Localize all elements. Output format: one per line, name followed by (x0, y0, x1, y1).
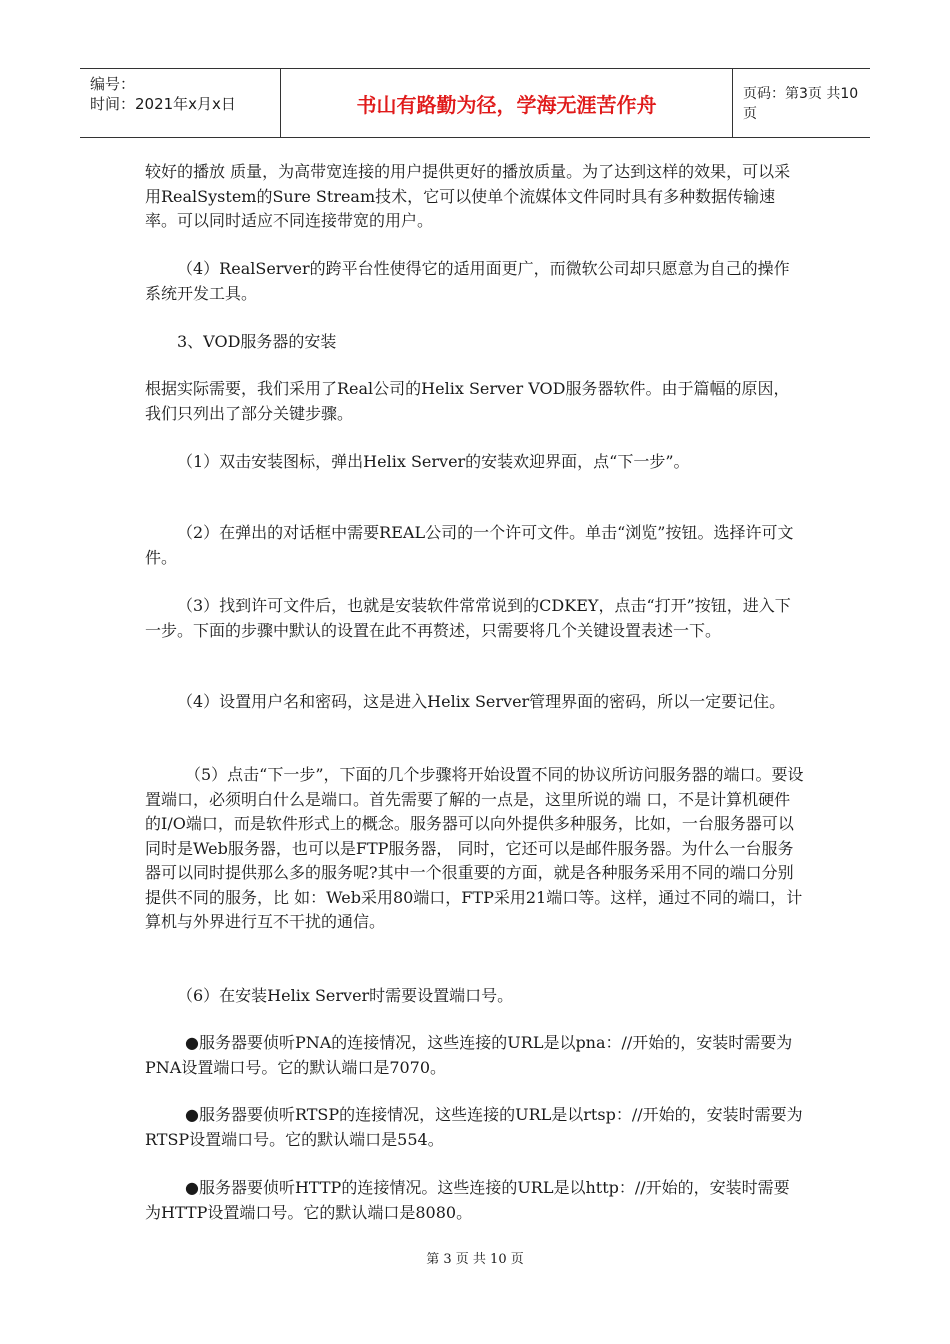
header-page-info: 页码：第3页 共10页 (743, 86, 859, 122)
step-3: （3）找到许可文件后，也就是安装软件常常说到的CDKEY，点击“打开”按钮，进入下一步。下面的步骤中默认的设置在此不再赘述，只需要将几个关键设置表述一下。 (145, 596, 791, 640)
bullet-rtsp: ●服务器要侦听RTSP的连接情况，这些连接的URL是以rtsp：//开始的，安装时需要为RTSP设置端口号。它的默认端口是554。 (145, 1105, 803, 1149)
step-1: （1）双击安装图标，弹出Helix Server的安装欢迎界面，点“下一步”。 (177, 452, 690, 471)
header-time-label: 时间：2021年x月x日 (90, 95, 236, 113)
step-2: （2）在弹出的对话框中需要REAL公司的一个许可文件。单击“浏览”按钮。选择许可文件。 (145, 523, 794, 567)
header-number-label: 编号： (90, 75, 136, 93)
bullet-http: ●服务器要侦听HTTP的连接情况。这些连接的URL是以http：//开始的，安装时需要为HTTP设置端口号。它的默认端口是8080。 (145, 1178, 790, 1222)
header-motto: 书山有路勤为径，学海无涯苦作舟 (281, 69, 733, 137)
step-5: （5）点击“下一步”，下面的几个步骤将开始设置不同的协议所访问服务器的端口。要设置端口，必须明白什么是端口。首先需要了解的一点是，这里所说的端 口，不是计算机硬件的I/O端口，而是软件形式上的概念。服务器可以向外提供多种服务，比如，一台服务器可以同时是Web服务器，也可以是FTP服务器， 同时，它还可以是邮件服务器。为什么一台服务器可以同时提供那么多的服务呢?其中一个很重要的方面，就是各种服务采用不同的端口分别提供不同的服务，比 如：Web采用80端口，FTP采用21端口等。这样，通过不同的端口，计算机与外界进行互不干扰的通信。 (145, 765, 804, 931)
page-header (80, 68, 870, 138)
step-6: （6）在安装Helix Server时需要设置端口号。 (177, 986, 514, 1005)
step-4: （4）设置用户名和密码，这是进入Helix Server管理界面的密码，所以一定要记住。 (177, 692, 786, 711)
paragraph-item-4: （4）RealServer的跨平台性使得它的适用面更广，而微软公司却只愿意为自己的操作系统开发工具。 (145, 259, 790, 303)
header-meta-cell (80, 69, 281, 137)
section-heading: 3、VOD服务器的安装 (177, 332, 337, 351)
paragraph-intro: 较好的播放 质量，为高带宽连接的用户提供更好的播放质量。为了达到这样的效果，可以采用RealSystem的Sure Stream技术，它可以使单个流媒体文件同时具有多种数据传输速率。可以同时适应不同连接带宽的用户。 (145, 162, 791, 230)
bullet-pna: ●服务器要侦听PNA的连接情况，这些连接的URL是以pna：//开始的，安装时需要为PNA设置端口号。它的默认端口是7070。 (145, 1033, 793, 1077)
paragraph-overview: 根据实际需要，我们采用了Real公司的Helix Server VOD服务器软件。由于篇幅的原因，我们只列出了部分关键步骤。 (145, 379, 790, 423)
page-footer: 第 3 页 共 10 页 (426, 1252, 524, 1267)
